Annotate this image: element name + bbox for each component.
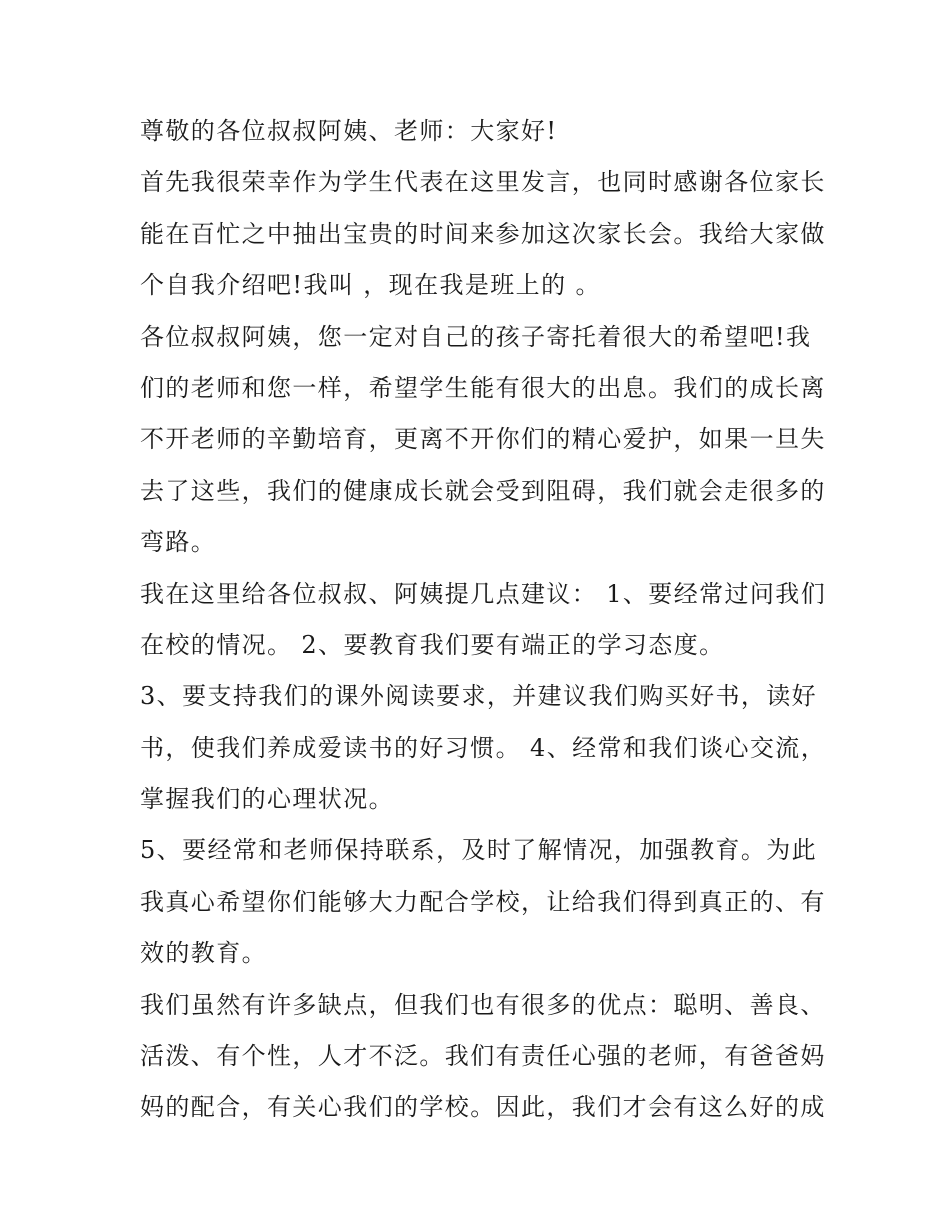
text-line: 3、要支持我们的课外阅读要求，并建议我们购买好书，读好 [140,682,818,711]
text-line: 去了这些，我们的健康成长就会受到阻碍，我们就会走很多的 [140,476,826,505]
text-line: 活泼、有个性，人才不泛。我们有责任心强的老师，有爸爸妈 [140,1042,826,1071]
text-line: 能在百忙之中抽出宝贵的时间来参加这次家长会。我给大家做 [140,219,826,248]
text-line: 首先我很荣幸作为学生代表在这里发言，也同时感谢各位家长 [140,168,826,197]
text-line: 们的老师和您一样，希望学生能有很大的出息。我们的成长离 [140,373,826,402]
text-line: 尊敬的各位叔叔阿姨、老师：大家好! [140,117,558,145]
text-line: 弯路。 [140,528,217,557]
text-line: 我真心希望你们能够大力配合学校，让给我们得到真正的、有 [140,887,826,916]
text-line: 个自我介绍吧!我叫 ，现在我是班上的 。 [140,271,601,300]
text-line: 我在这里给各位叔叔、阿姨提几点建议： 1、要经常过问我们 [140,579,827,608]
text-line: 书，使我们养成爱读书的好习惯。 4、经常和我们谈心交流， [140,733,827,762]
text-line: 在校的情况。 2、要教育我们要有端正的学习态度。 [140,630,725,659]
text-line: 不开老师的辛勤培育，更离不开你们的精心爱护，如果一旦失 [140,425,826,454]
text-line: 我们虽然有许多缺点，但我们也有很多的优点：聪明、善良、 [140,990,826,1019]
text-line: 掌握我们的心理状况。 [140,785,394,814]
text-line: 妈的配合，有关心我们的学校。因此，我们才会有这么好的成 [140,1093,826,1122]
document-body [140,106,827,1134]
text-line: 效的教育。 [140,939,267,968]
text-line: 5、要经常和老师保持联系，及时了解情况，加强教育。为此 [140,836,818,865]
text-line: 各位叔叔阿姨，您一定对自己的孩子寄托着很大的希望吧!我 [140,322,812,351]
